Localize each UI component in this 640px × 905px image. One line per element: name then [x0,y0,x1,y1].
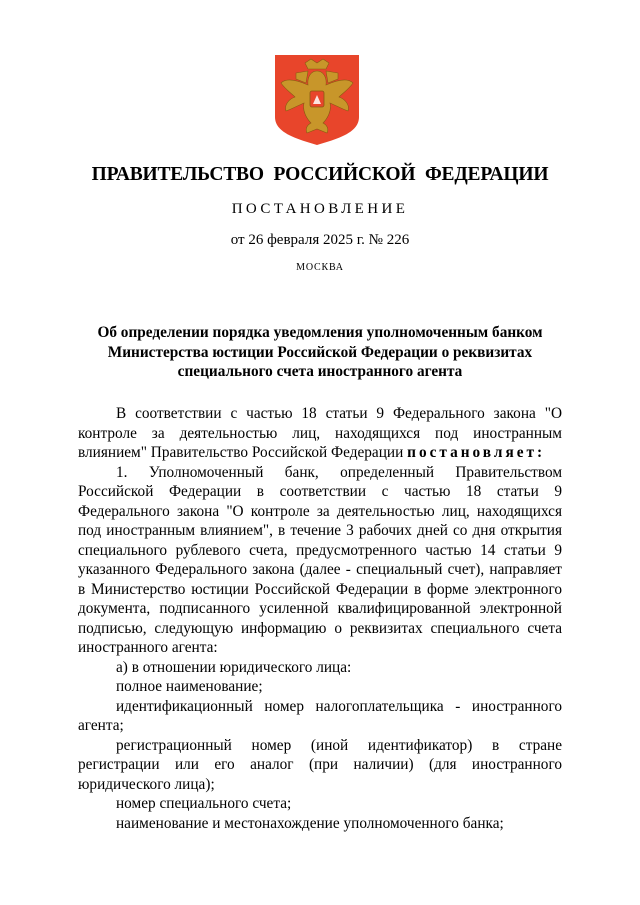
paragraph-item-a: а) в отношении юридического лица: [116,658,352,676]
paragraph-bank-name: наименование и местонахождение уполномоченного банка; [116,814,504,832]
subject-line: специального счета иностранного агента [177,363,463,380]
decree-word: постановляет: [407,444,546,461]
paragraph-item-1: 1. Уполномоченный банк, определенный Правительством Российской Федерации в соответствии с частью 18 статьи 9 Федерального закона "О контроле за деятельностью лиц, находящихся под иностранным влиянием", в течение 3 рабочих дней со дня открытия специального рублевого счета, предусмотренного частью 14 статьи 9 указанного Федерального закона (далее - специальный счет), направляет в Министерство юстиции Российской Федерации в форме электронного документа, подписанного усиленной квалифицированной электронной подписью, следующую информацию о реквизитах специального счета иностранного агента: [78,463,562,656]
document-date: от 26 февраля 2025 г. № 226 [230,232,410,248]
intro-text: В соответствии с частью 18 статьи 9 Федерального закона "О контроле за деятельностью лиц, находящихся под иностранным влиянием" Правительство Российской Федерации [78,405,562,461]
document-subject [80,323,560,382]
government-title: ПРАВИТЕЛЬСТВО РОССИЙСКОЙ ФЕДЕРАЦИИ [91,164,549,185]
paragraph-intro [78,404,562,463]
coat-of-arms-icon [275,55,359,145]
paragraph-full-name: полное наименование; [116,678,263,695]
subject-line: Министерства юстиции Российской Федерации о реквизитах [107,343,533,361]
city: МОСКВА [296,262,344,273]
paragraph-reg-number: регистрационный номер (иной идентификатор) в стране регистрации или его аналог (при наличии) (для иностранного юридического лица); [78,736,562,793]
document-body [78,404,562,833]
paragraph-inn: идентификационный номер налогоплательщика - иностранного агента; [78,697,562,734]
document-type: ПОСТАНОВЛЕНИЕ [231,201,409,217]
subject-line: Об определении порядка уведомления уполномоченным банком [97,324,543,341]
paragraph-account-number: номер специального счета; [116,795,292,812]
